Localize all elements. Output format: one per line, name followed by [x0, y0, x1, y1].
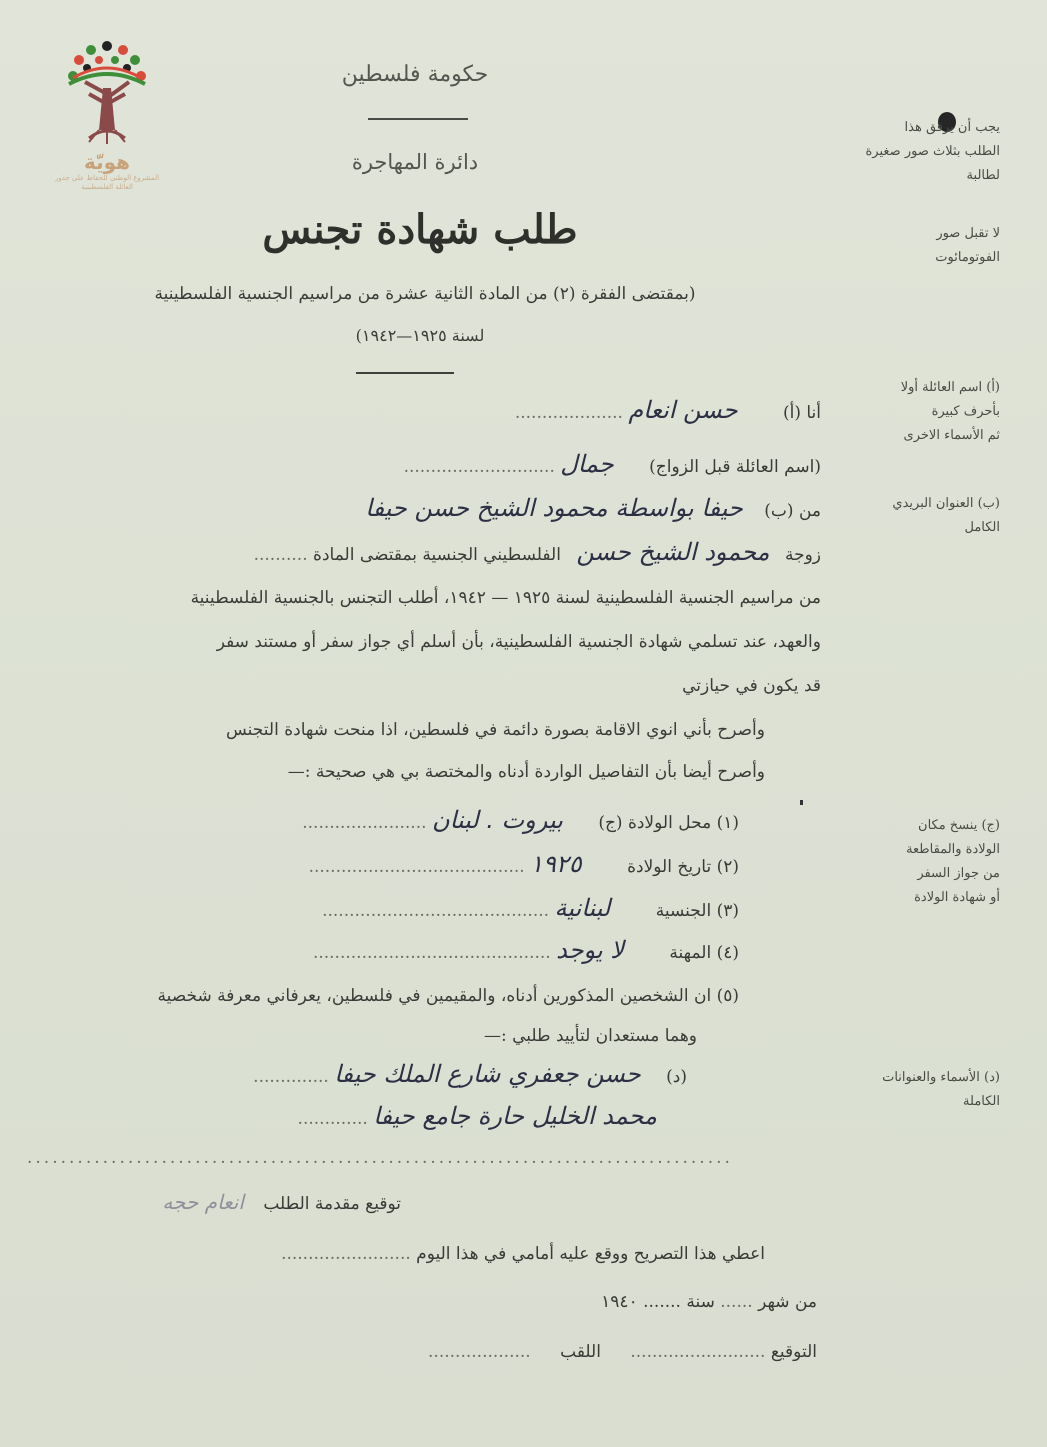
maiden-name-label: (اسم العائلة قبل الزواج) [649, 457, 821, 477]
witness-1-value: حسن جعفري شارع الملك حيفا [334, 1060, 641, 1088]
margin-note-line: (د) الأسماء والعنوانات [882, 1070, 1000, 1085]
nationality-value: لبنانية [554, 894, 611, 922]
maiden-name-row [21, 452, 821, 479]
husband-row [21, 540, 821, 567]
margin-note-line: بأحرف كبيرة [931, 404, 1000, 419]
birthdate-row [19, 852, 739, 879]
address-value: حيفا بواسطة محمود الشيخ حسن حيفا [365, 494, 743, 522]
address-label: من (ب) [764, 501, 821, 521]
margin-note-photos [820, 116, 1000, 188]
wife-label: زوجة [784, 545, 821, 565]
birthplace-row [19, 808, 739, 835]
form-title: طلب شهادة تجنس [262, 206, 578, 253]
maiden-name-value: جمال [560, 450, 614, 478]
paragraph-line: والعهد، عند تسلمي شهادة الجنسية الفلسطينية، بأن أسلم أي جواز سفر أو مستند سفر [216, 632, 821, 652]
dotted-leader: .............. [253, 1067, 329, 1087]
margin-note-d [820, 1066, 1000, 1114]
margin-note-line: الولادة والمقاطعة [906, 842, 1000, 857]
ink-mark [800, 800, 803, 805]
birthplace-label: (١) محل الولادة (ج) [598, 813, 739, 833]
margin-note-b [820, 492, 1000, 540]
applicant-signature-label: توقيع مقدمة الطلب [263, 1194, 401, 1214]
birthdate-value: ١٩٢٥ [530, 850, 582, 878]
margin-note-line: من جواز السفر [917, 866, 1000, 881]
husband-name-value: محمود الشيخ حسن [576, 538, 770, 566]
witnesses-intro-line1: (٥) ان الشخصين المذكورين أدناه، والمقيمين في فلسطين، يعرفاني معرفة شخصية [157, 986, 739, 1006]
margin-note-line: لطالبة [966, 168, 1000, 183]
signature-label: التوقيع [770, 1342, 817, 1362]
tree-icon [59, 38, 155, 148]
occupation-value: لا يوجد [556, 936, 624, 964]
birthdate-label: (٢) تاريخ الولادة [627, 857, 739, 877]
header-divider [368, 118, 468, 120]
month-label: من شهر [758, 1292, 817, 1312]
applicant-name-label: أنا (أ) [782, 403, 821, 423]
dotted-leader: .......... [253, 545, 308, 565]
margin-note-line: يجب أن يرفق هذا [904, 120, 1000, 135]
title-label: اللقب [560, 1342, 601, 1362]
margin-note-line: لا تقبل صور [936, 226, 1000, 241]
witness-2-value: محمد الخليل حارة جامع حيفا [373, 1102, 657, 1130]
form-subtitle-line2: لسنة ١٩٢٥—١٩٤٢) [355, 326, 485, 345]
husband-nationality-text: الفلسطيني الجنسية بمقتضى المادة [313, 545, 561, 565]
logo-subtitle: المشروع الوطني للحفاظ على جذور العائلة الفلسطينية [54, 174, 160, 191]
paragraph-line: قد يكون في حيازتي [682, 676, 821, 696]
margin-note-c [820, 814, 1000, 910]
dotted-leader: ........................................ [308, 857, 525, 877]
subtitle-divider [356, 372, 454, 374]
dotted-leader: ............................................ [312, 943, 551, 963]
occupation-label: (٤) المهنة [669, 943, 739, 963]
margin-note-line: الفوتومائوت [935, 250, 1000, 265]
organization-logo [52, 38, 162, 228]
paragraph-line: وأصرح بأني انوي الاقامة بصورة دائمة في فلسطين، اذا منحت شهادة التجنس [226, 720, 765, 740]
government-heading: حكومة فلسطين [341, 62, 489, 87]
dotted-leader: ......................... [630, 1342, 766, 1362]
dotted-leader: ....................... [302, 813, 427, 833]
dotted-leader: .................................................................................... [27, 1148, 733, 1168]
applicant-signature-row [21, 1190, 401, 1216]
witness-row-1 [27, 1062, 687, 1089]
margin-note-a [820, 376, 1000, 448]
dotted-leader: ............. [297, 1109, 368, 1129]
dotted-leader: ............................ [403, 457, 555, 477]
margin-note-line: الكامل [964, 520, 1000, 535]
occupation-row [19, 938, 739, 965]
address-row [21, 496, 821, 523]
paragraph-line: من مراسيم الجنسية الفلسطينية لسنة ١٩٢٥ — ١٩٤٢، أطلب التجنس بالجنسية الفلسطينية [190, 588, 821, 608]
paragraph-line: وأصرح أيضا بأن التفاصيل الواردة أدناه والمختصة بي هي صحيحة :— [287, 762, 765, 782]
declaration-label: اعطي هذا التصريح ووقع عليه أمامي في هذا اليوم [416, 1244, 765, 1264]
margin-note-no-automat [820, 222, 1000, 270]
date-row [377, 1290, 817, 1314]
dotted-leader: .................... [514, 403, 623, 423]
witness-row-2 [27, 1104, 687, 1131]
margin-note-line: أو شهادة الولادة [914, 890, 1000, 905]
department-heading: دائرة المهاجرة [351, 150, 479, 174]
official-signature-row [17, 1340, 817, 1364]
witnesses-intro-line2: وهما مستعدان لتأييد طلبي :— [484, 1026, 697, 1046]
margin-note-line: الطلب بثلاث صور صغيرة [865, 144, 1000, 159]
margin-note-line: (ج) ينسخ مكان [918, 818, 1000, 833]
nationality-label: (٣) الجنسية [655, 901, 739, 921]
margin-note-line: ثم الأسماء الاخرى [903, 428, 1000, 443]
margin-note-line: الكاملة [963, 1094, 1000, 1109]
birthplace-value: بيروت . لبنان [431, 806, 563, 834]
dotted-leader: ........................ [281, 1244, 411, 1264]
declaration-row [25, 1242, 765, 1266]
dotted-leader: .......................................... [322, 901, 550, 921]
dotted-leader: ................... [428, 1342, 531, 1362]
margin-note-line: (أ) اسم العائلة أولا [900, 380, 1000, 395]
dotted-leader: ...... [720, 1292, 753, 1312]
applicant-name-row [21, 398, 821, 425]
nationality-row [19, 896, 739, 923]
form-subtitle-line1: (بمقتضى الفقرة (٢) من المادة الثانية عشرة من مراسيم الجنسية الفلسطينية [154, 284, 696, 304]
applicant-name-value: حسن انعام [628, 396, 738, 424]
witness-label: (د) [666, 1067, 687, 1087]
margin-note-line: (ب) العنوان البريدي [892, 496, 1000, 511]
applicant-signature-value: انعام حجه [162, 1190, 244, 1214]
logo-wordmark: هويّة [83, 150, 131, 174]
blank-row [27, 1146, 733, 1170]
year-label: سنة ....... ١٩٤٠ [601, 1292, 715, 1312]
